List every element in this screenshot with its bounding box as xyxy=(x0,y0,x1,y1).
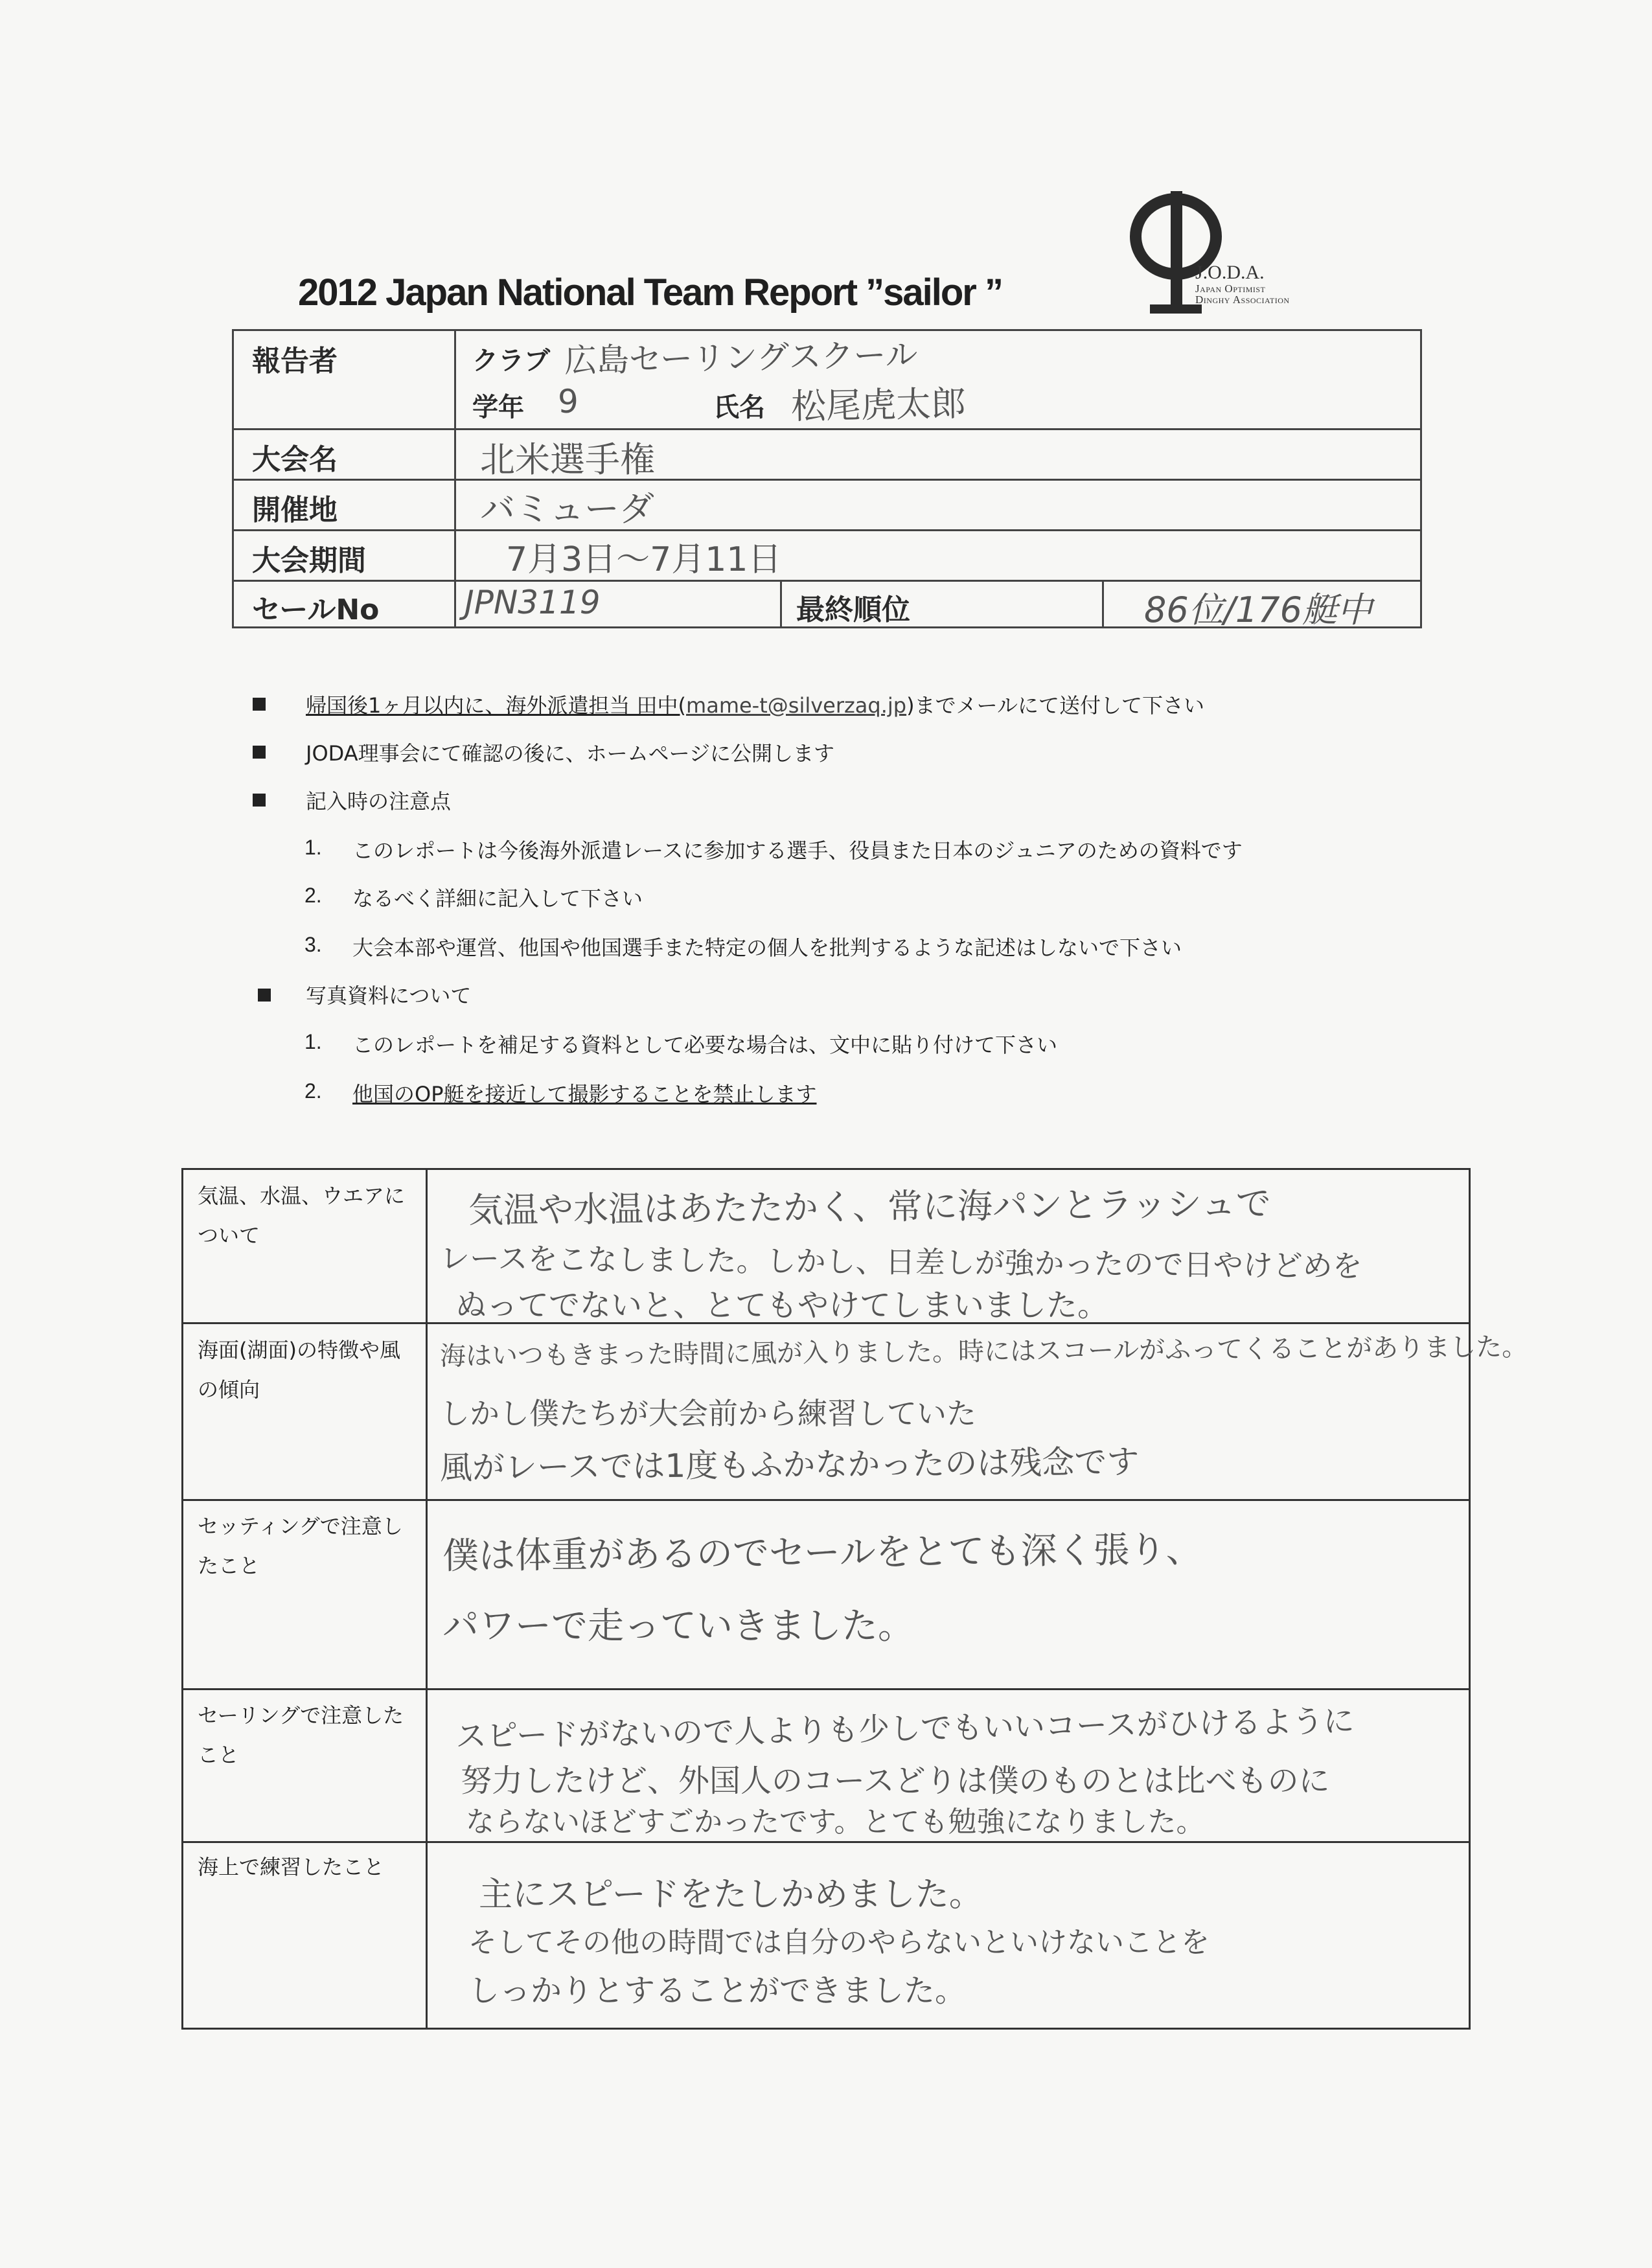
entry-item-2: なるべく詳細に記入して下さい xyxy=(352,886,643,911)
section-label-setting: セッティングで注意したこと xyxy=(198,1514,403,1578)
logo-org-line2: Dinghy Association xyxy=(1195,293,1290,306)
entry-item-1: このレポートは今後海外派遣レースに参加する選手、役員また日本のジュニアのための資料です xyxy=(352,838,1243,863)
bullet-icon xyxy=(253,794,266,807)
joda-logo-text xyxy=(1195,262,1290,306)
photo-heading: 写真資料について xyxy=(306,983,472,1008)
period-label: 大会期間 xyxy=(252,544,366,577)
section-label-wind: 海面(湖面)の特徴や風の傾向 xyxy=(198,1338,400,1402)
submit-email[interactable]: mame-t@silverzaq.jp xyxy=(686,693,907,718)
entry-item-number: 2. xyxy=(304,884,322,907)
section-text-line: 主にスピードをたしかめました。 xyxy=(479,1875,983,1914)
section-label-practice: 海上で練習したこと xyxy=(198,1855,385,1879)
final-rank-value: 86位/176艇中 xyxy=(1144,590,1372,630)
section-text-line: パワーで走っていきました。 xyxy=(442,1605,914,1647)
submit-note-after: )までメールにて送付して下さい xyxy=(906,693,1204,718)
section-text-line: スピードがないので人よりも少しでもいいコースがひけるように xyxy=(455,1702,1355,1755)
club-label: クラブ xyxy=(472,346,550,376)
section-text-line: 僕は体重があるのでセールをとても深く張り、 xyxy=(442,1528,1202,1577)
club-value: 広島セーリングスクール xyxy=(564,336,918,380)
entry-item-number: 1. xyxy=(304,836,322,859)
event-label: 大会名 xyxy=(252,443,338,476)
report-header-table xyxy=(232,329,1422,628)
sail-no-label: セールNo xyxy=(252,593,380,626)
name-value: 松尾虎太郎 xyxy=(790,383,967,427)
reporter-label: 報告者 xyxy=(252,345,338,378)
period-value: 7月3日～7月11日 xyxy=(506,540,782,579)
submit-note xyxy=(306,689,1204,719)
grade-label: 学年 xyxy=(472,393,524,422)
section-text-line: ぬってでないと、とてもやけてしまいました。 xyxy=(455,1287,1109,1323)
event-value: 北米選手権 xyxy=(480,439,655,480)
logo-org-line1: Japan Optimist xyxy=(1195,282,1266,295)
bullet-icon xyxy=(258,989,271,1002)
section-text-line: 風がレースでは1度もふかなかったのは残念です xyxy=(439,1443,1140,1487)
entry-heading: 記入時の注意点 xyxy=(306,789,452,814)
report-body-table xyxy=(181,1168,1528,2030)
sail-no-value: JPN3119 xyxy=(465,584,601,621)
venue-value: バミューダ xyxy=(480,488,654,529)
photo-item-number: 2. xyxy=(304,1079,322,1103)
photo-item-2: 他国のOP艇を接近して撮影することを禁止します xyxy=(352,1082,817,1106)
name-label: 氏名 xyxy=(713,393,765,422)
section-text-line: 気温や水温はあたたかく、常に海パンとラッシュで xyxy=(468,1183,1272,1231)
submit-note-before: 帰国後1ヶ月以内に、海外派遣担当 田中( xyxy=(306,693,687,718)
section-text-line: しっかりとすることができました。 xyxy=(468,1973,967,2009)
section-text-line: レースをこなしました。しかし、日差しが強かったので日やけどめを xyxy=(439,1241,1362,1284)
entry-item-3: 大会本部や運営、他国や他国選手また特定の個人を批判するような記述はしないで下さい xyxy=(352,935,1182,960)
photo-item-1: このレポートを補足する資料として必要な場合は、文中に貼り付けて下さい xyxy=(352,1033,1058,1057)
photo-item-number: 1. xyxy=(304,1030,322,1053)
section-text-line: 努力したけど、外国人のコースどりは僕のものとは比べものに xyxy=(461,1763,1330,1799)
entry-item-number: 3. xyxy=(304,933,322,956)
venue-label: 開催地 xyxy=(252,494,338,527)
bullet-icon xyxy=(253,698,266,711)
section-text-line: そしてその他の時間では自分のやらないといけないことを xyxy=(468,1926,1210,1959)
logo-initials: J.O.D.A. xyxy=(1195,262,1265,283)
section-label-weather: 気温、水温、ウエアについて xyxy=(198,1184,406,1248)
grade-value: 9 xyxy=(558,383,579,420)
bullet-icon xyxy=(253,746,266,759)
publish-note: JODA理事会にて確認の後に、ホームページに公開します xyxy=(306,741,834,766)
final-rank-label: 最終順位 xyxy=(796,593,910,626)
section-label-sailing: セーリングで注意したこと xyxy=(198,1703,404,1767)
report-title: 2012 Japan National Team Report ”sailor ” xyxy=(298,271,1002,314)
section-text-line: 海はいつもきまった時間に風が入りました。時にはスコールがふってくることがありました。 xyxy=(439,1332,1528,1371)
section-text-line: ならないほどすごかったです。とても勉強になりました。 xyxy=(466,1805,1205,1838)
section-text-line: しかし僕たちが大会前から練習していた xyxy=(440,1396,976,1431)
